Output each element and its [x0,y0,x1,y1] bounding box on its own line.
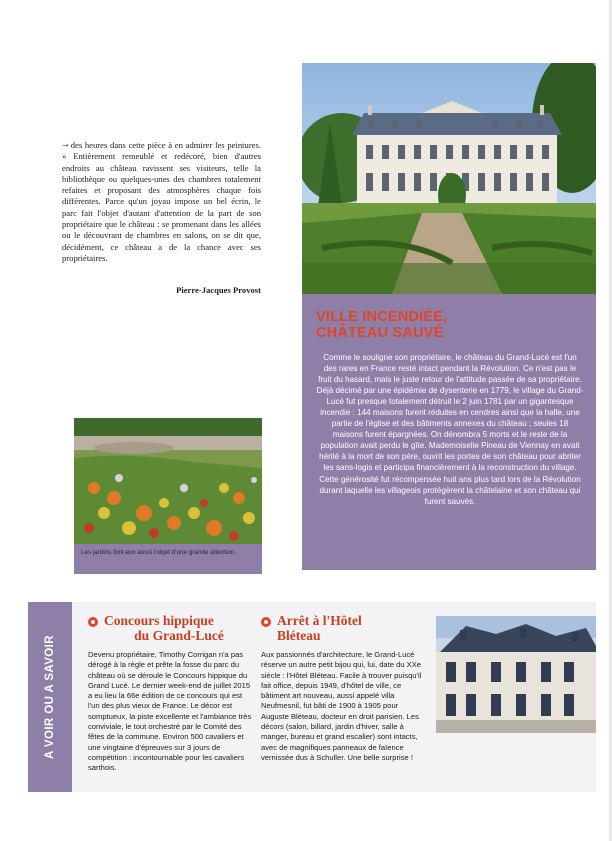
chateau-photo [302,63,596,294]
box-title-line2: CHÂTEAU SAUVÉ [316,325,444,341]
article-author: Pierre-Jacques Provost [176,285,261,295]
article-paragraph: des heures dans cette pièce à en admirer les peintures. » Entièrement remeublé et redécoré, bien d'autres endroits au château ravissent ses visiteurs, telle la bibliothèque ou quelques-unes des chambres totalement refaites et proposant des atmosphères chaque fois différentes. Parce qu'un joyau impose un bel écrin, le parc fait l'objet d'autant d'attention de la part de son propriétaire que le château : se promenant dans les allées ou le découvrant de chambres en salons, on se dit que, décidément, ce château a de la chance avec ses propriétaires. [62,140,261,263]
garden-photo [74,418,262,544]
section-side-label [28,602,72,792]
box-body: Comme le souligne son propriétaire, le château du Grand-Lucé est l'un des rares en France resté intact pendant la Révolution. Ce n'est pas le fruit du hasard, mais le juste retour de l'attitude passée de sa propriétaire. Déjà décimé par une épidémie de dysenterie en 1779, le village du Grand-Lucé fut presque totalement détruit le 2 juin 1781 par un gigantesque incendie : 144 maisons furent réduites en cendres ainsi que la halle, une partie de l'église et des bâtiments annexes du château ; seules 18 maisons furent épargnées. On dénombra 5 morts et le reste de la population avait perdu le gîte. Mademoiselle Pineau de Viennay en avait hérité à la mort de son père, ouvrit les portes de son château pour abriter les sans-logis et participa financièrement à la reconstruction du village. Cette générosité fut récompensée huit ans plus tard lors de la Révolution durant laquelle les villageois protégèrent la châtelaine et son château qui furent sauvés. [316,353,584,506]
hotel-title-line2: Bléteau [277,628,321,643]
article-text [62,140,261,264]
concours-title-line2: du Grand-Lucé [134,628,224,643]
continuation-arrow-icon: → [62,141,69,150]
garden-figure [74,418,262,574]
concours-title-line1: Concours hippique [104,613,214,628]
side-label-text: A VOIR OU A SAVOIR [44,635,56,759]
bullet-icon [261,617,271,627]
box-title-line1: VILLE INCENDIÉE, [316,309,448,325]
concours-title [104,613,254,643]
concours-body: Devenu propriétaire, Timothy Corrigan n'a pas dérogé à la règle et prête la fosse du parc du château où se déroule le Concours hippique du Grand Lucé. Le dernier week-end de juillet 2015 a eu lieu la 66e édition de ce concours qui est l'un des plus vieux de France. Le décor est somptueux, la piste excellente et l'ambiance très conviviale, le tout orchestré par le Comité des fêtes de la commune. Environ 500 cavaliers et une vingtaine d'épreuves sur 3 jours de compétition : incontournable pour les cavaliers sarthois. [88,650,252,773]
hotel-title [277,613,417,643]
garden-caption: Les jardins font eux aussi l'objet d'une grande attention. [81,549,237,556]
ville-incendiee-box [302,294,596,570]
hotel-bleteau-photo [436,616,596,733]
bullet-icon [88,617,98,627]
hotel-title-line1: Arrêt à l'Hôtel [277,613,362,628]
hotel-body: Aux passionnés d'architecture, le Grand-Lucé réserve un autre petit bijou qui, lui, date du XXe siècle : l'Hôtel Bléteau. Facile à trouver puisqu'il fait office, depuis 1949, d'hôtel de ville, ce bâtiment art nouveau, aussi appelé villa Neufmesnil, fut bâti de 1900 à 1905 pour Auguste Bléteau, docteur en droit parisien. Les décors (salon, billard, jardin d'hiver, salle à manger, bureau et grand escalier) sont intacts, avec de magnifiques panneaux de faïence vernissée dus à Schuller. Une belle surprise ! [261,650,422,762]
box-title [316,309,586,341]
